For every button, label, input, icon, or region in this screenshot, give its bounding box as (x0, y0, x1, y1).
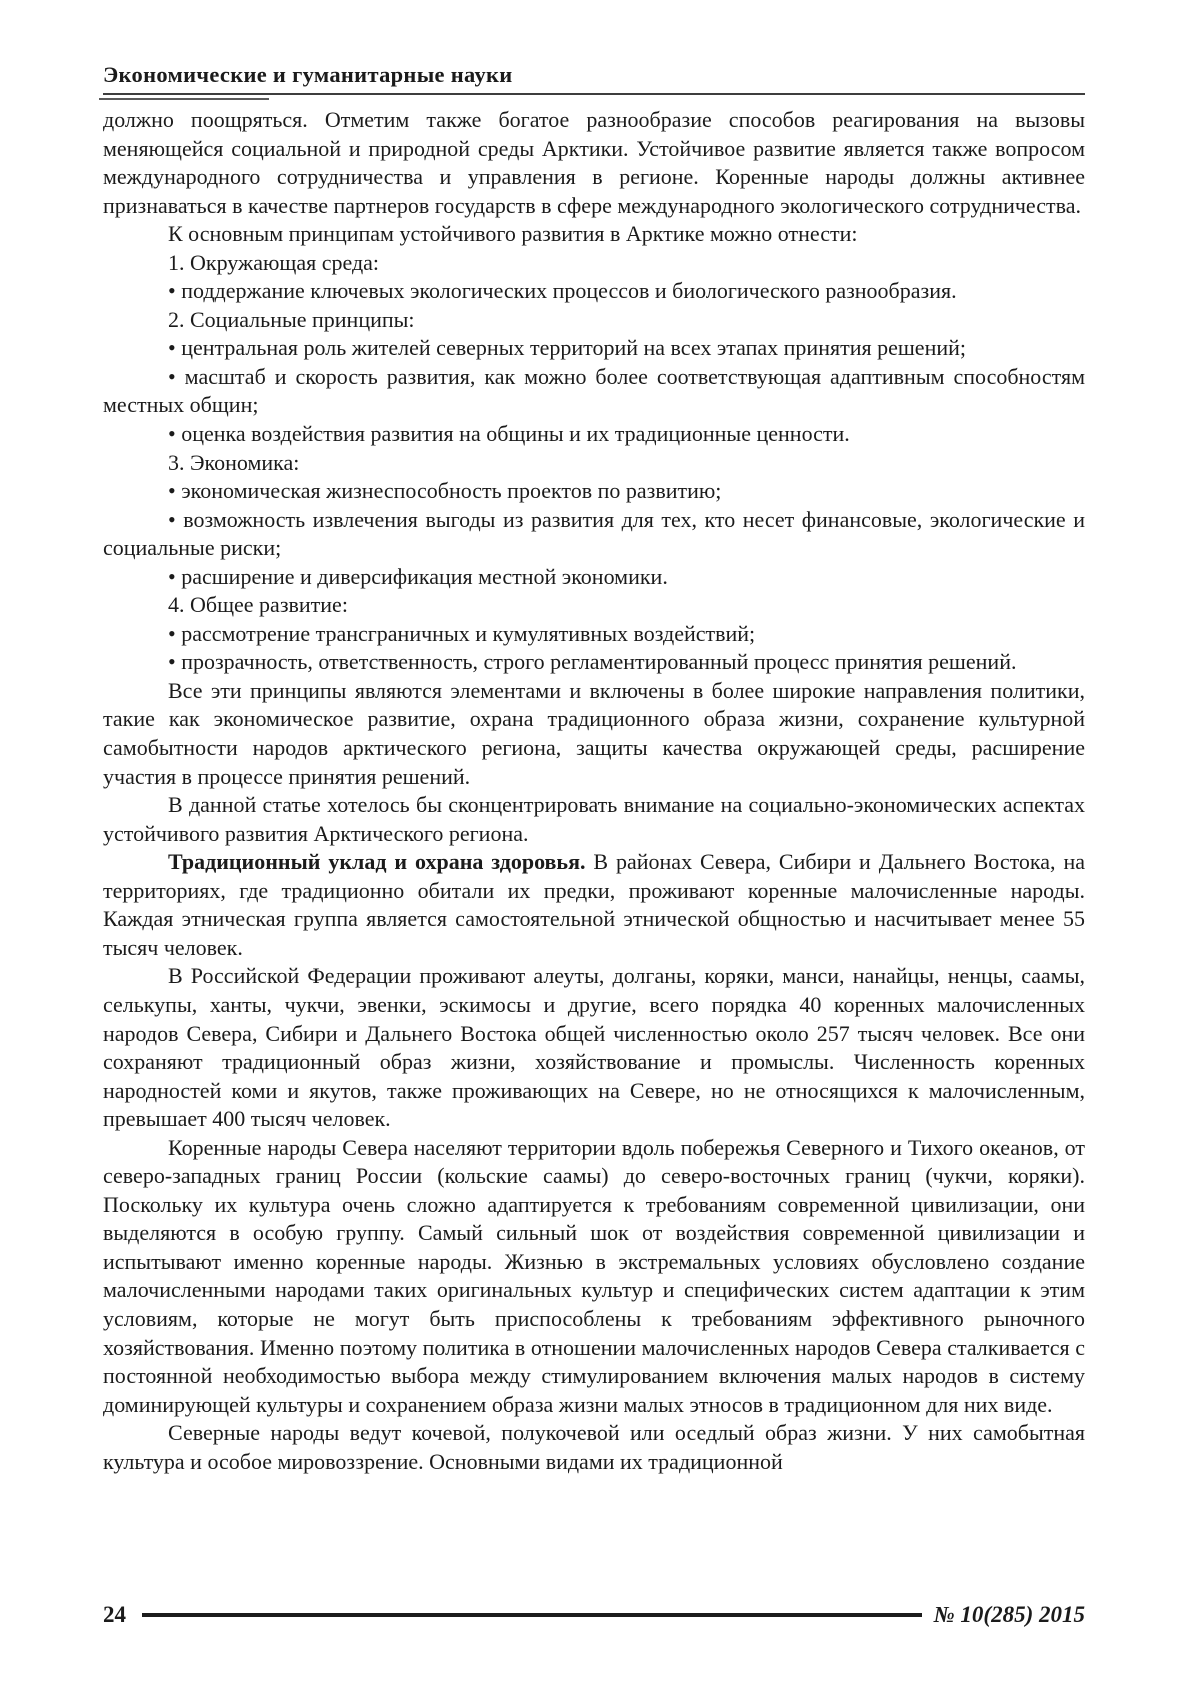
paragraph: В Российской Федерации проживают алеуты, долганы, коряки, манси, нанайцы, ненцы, саамы, селькупы, ханты, чукчи, эвенки, эскимосы и другие, всего порядка 40 коренных малочисленных народов Севера, Сибири и Дальнего Востока общей численностью около 257 тысяч человек. Все они сохраняют традиционный образ жизни, хозяйствование и промыслы. Численность коренных народностей коми и якутов, также проживающих на Севере, но не относящихся к малочисленным, превышает 400 тысяч человек. (103, 963, 1085, 1132)
bullet-paragraph: • экономическая жизнеспособность проектов по развитию; (168, 478, 722, 504)
bullet-paragraph: • прозрачность, ответственность, строго регламентированный процесс принятия решений. (168, 649, 1017, 675)
paragraph: Северные народы ведут кочевой, полукочевой или оседлый образ жизни. У них самобытная культура и особое мировоззрение. Основными видами их традиционной (103, 1420, 1085, 1474)
page-number: 24 (103, 1602, 126, 1627)
paragraph-continued: должно поощряться. Отметим также богатое разнообразие способов реагирования на вызовы меняющейся социальной и природной среды Арктики. Устойчивое развитие является также вопросом международного сотрудничества и управления в регионе. Коренные народы должны активнее признаваться в качестве партнеров государств в сфере международного экологического сотрудничества. (103, 107, 1085, 218)
bullet-paragraph: • поддержание ключевых экологических процессов и биологического разнообразия. (168, 278, 957, 304)
bullet-paragraph: • расширение и диверсификация местной экономики. (168, 563, 668, 589)
section-lead-paragraph (103, 848, 1085, 962)
numbered-item-paragraph: 4. Общее развитие: (168, 592, 348, 618)
bullet-paragraph: • масштаб и скорость развития, как можно более соответствующая адаптивным способностям местных общин; (103, 363, 1085, 418)
inline-section-heading: Традиционный уклад и охрана здоровья. (168, 849, 586, 875)
running-header (103, 63, 1085, 95)
bullet-paragraph: • рассмотрение трансграничных и кумулятивных воздействий; (168, 620, 756, 646)
numbered-item-paragraph: 1. Окружающая среда: (168, 249, 380, 275)
paragraph: К основным принципам устойчивого развития в Арктике можно отнести: (168, 221, 858, 247)
bullet-paragraph: • оценка воздействия развития на общины и их традиционные ценности. (168, 421, 850, 447)
numbered-item-paragraph: 2. Социальные принципы: (168, 306, 415, 332)
header-accent-rule (99, 98, 269, 100)
footer-rule (142, 1613, 922, 1617)
article-body (103, 106, 1085, 1476)
paragraph: Коренные народы Севера населяют территории вдоль побережья Северного и Тихого океанов, от северо-западных границ России (кольские саамы) до северо-восточных границ (чукчи, коряки). Поскольку их культура очень сложно адаптируется к требованиям современной цивилизации, они выделяются в особую группу. Самый сильный шок от воздействия современной цивилизации и испытывают именно коренные народы. Жизнью в экстремальных условиях обусловлено создание малочисленными народами таких оригинальных культур и специфических систем адаптации к этим условиям, которые не могут быть приспособлены к требованиям эффективного рыночного хозяйствования. Именно поэтому политика в отношении малочисленных народов Севера сталкивается с постоянной необходимостью выбора между стимулированием включения малых народов в систему доминирующей культуры и сохранением образа жизни малых этносов в традиционном для них виде. (103, 1134, 1085, 1417)
bullet-paragraph: • центральная роль жителей северных территорий на всех этапах принятия решений; (168, 335, 967, 361)
bullet-paragraph: • возможность извлечения выгоды из развития для тех, кто несет финансовые, экологические и социальные риски; (103, 506, 1085, 561)
paragraph-text: В районах Севера, Сибири и Дальнего Востока, на территориях, где традиционно обитали их предки, проживают коренные малочисленные народы. Каждая этническая группа является самостоятельной этнической общностью и насчитывает менее 55 тысяч человек. (103, 849, 1086, 960)
paragraph: Все эти принципы являются элементами и включены в более широкие направления политики, такие как экономическое развитие, охрана традиционного образа жизни, сохранение культурной самобытности народов арктического региона, защиты качества окружающей среды, расширение участия в процессе принятия решений. (103, 677, 1085, 789)
page-footer (103, 1597, 1085, 1633)
running-header-title: Экономические и гуманитарные науки (103, 62, 513, 87)
issue-label: № 10(285) 2015 (933, 1602, 1085, 1627)
numbered-item-paragraph: 3. Экономика: (168, 449, 300, 475)
paragraph: В данной статье хотелось бы сконцентрировать внимание на социально-экономических аспектах устойчивого развития Арктического региона. (103, 792, 1085, 846)
